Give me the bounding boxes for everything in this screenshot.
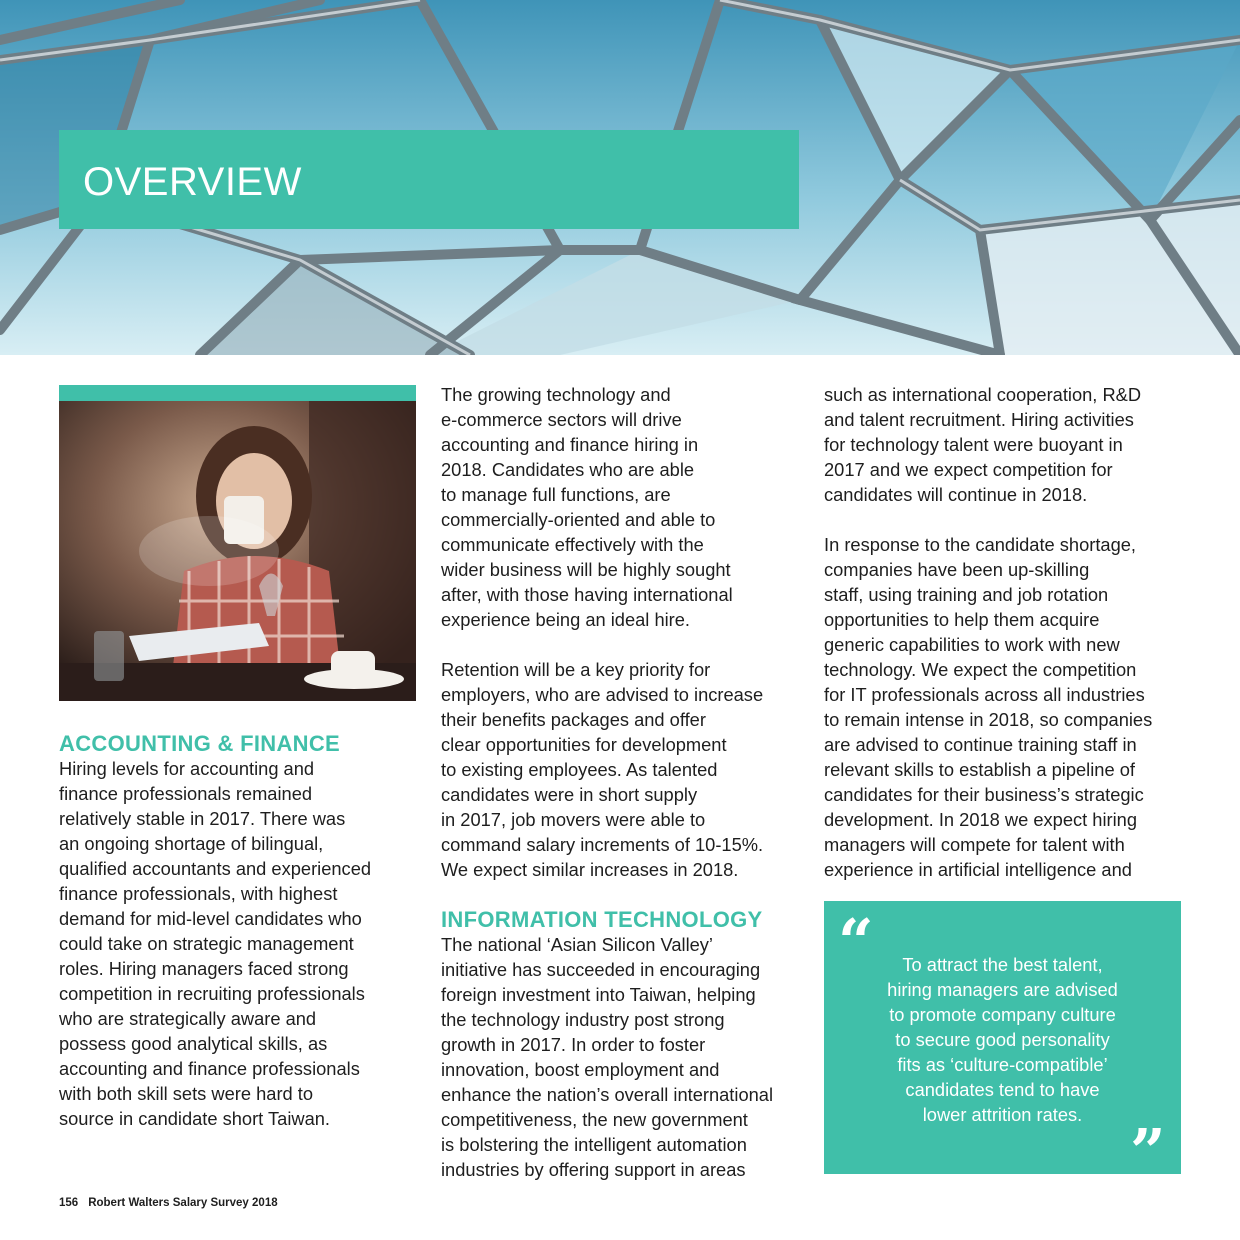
column-2 <box>441 382 773 1182</box>
text-line: the technology industry post strong <box>441 1009 725 1030</box>
text-line: wider business will be highly sought <box>441 559 731 580</box>
text-line: demand for mid-level candidates who <box>59 908 362 929</box>
open-quote-icon: “ <box>838 905 874 978</box>
publication-title: Robert Walters Salary Survey 2018 <box>88 1197 278 1209</box>
text-line: source in candidate short Taiwan. <box>59 1108 330 1129</box>
text-line: and talent recruitment. Hiring activities <box>824 409 1134 430</box>
text-line: experience in artificial intelligence and <box>824 859 1132 880</box>
text-line: candidates were in short supply <box>441 784 698 805</box>
page-footer <box>59 1197 278 1209</box>
cafe-photo <box>59 401 416 701</box>
close-quote-icon: ” <box>1130 1115 1166 1188</box>
text-line: commercially-oriented and able to <box>441 509 716 530</box>
text-line: finance professionals remained <box>59 783 313 804</box>
text-line: candidates will continue in 2018. <box>824 484 1088 505</box>
text-line: to existing employees. As talented <box>441 759 718 780</box>
text-line: The national ‘Asian Silicon Valley’ <box>441 934 713 955</box>
text-line: accounting and finance hiring in <box>441 434 699 455</box>
page-number: 156 <box>59 1197 79 1209</box>
quote-line: candidates tend to have <box>905 1079 1100 1100</box>
text-line: The growing technology and <box>441 384 671 405</box>
paragraph-candidate-shortage <box>824 532 1152 882</box>
text-line: experience being an ideal hire. <box>441 609 691 630</box>
text-line: technology. We expect the competition <box>824 659 1137 680</box>
text-line: roles. Hiring managers faced strong <box>59 958 349 979</box>
text-line: We expect similar increases in 2018. <box>441 859 739 880</box>
text-line: for technology talent were buoyant in <box>824 434 1123 455</box>
text-line: generic capabilities to work with new <box>824 634 1120 655</box>
text-line: an ongoing shortage of bilingual, <box>59 833 324 854</box>
text-line: who are strategically aware and <box>59 1008 317 1029</box>
section-heading-information-technology: INFORMATION TECHNOLOGY <box>441 907 763 932</box>
paragraph-finance-hiring <box>441 382 773 632</box>
text-line: Retention will be a key priority for <box>441 659 711 680</box>
text-line: for IT professionals across all industries <box>824 684 1145 705</box>
text-line: innovation, boost employment and <box>441 1059 720 1080</box>
photo-accent-strip <box>59 385 416 401</box>
quote-line: lower attrition rates. <box>922 1104 1083 1125</box>
quote-line: fits as ‘culture-compatible’ <box>897 1054 1108 1075</box>
text-line: growth in 2017. In order to foster <box>441 1034 706 1055</box>
text-line: competitiveness, the new government <box>441 1109 748 1130</box>
text-line: with both skill sets were hard to <box>59 1083 314 1104</box>
text-line: accounting and finance professionals <box>59 1058 360 1079</box>
text-line: after, with those having international <box>441 584 733 605</box>
text-line: qualified accountants and experienced <box>59 858 372 879</box>
text-line: competition in recruiting professionals <box>59 983 365 1004</box>
quote-line: hiring managers are advised <box>887 979 1118 1000</box>
text-line: possess good analytical skills, as <box>59 1033 328 1054</box>
text-line: foreign investment into Taiwan, helping <box>441 984 756 1005</box>
text-line: finance professionals, with highest <box>59 883 338 904</box>
text-line: Hiring levels for accounting and <box>59 758 315 779</box>
quote-line: To attract the best talent, <box>902 954 1103 975</box>
text-line: command salary increments of 10-15%. <box>441 834 764 855</box>
text-line: enhance the nation’s overall international <box>441 1084 774 1105</box>
text-line: 2017 and we expect competition for <box>824 459 1113 480</box>
column-1 <box>59 731 371 1131</box>
page-title: OVERVIEW <box>83 160 302 204</box>
text-line: employers, who are advised to increase <box>441 684 764 705</box>
quote-line: to secure good personality <box>895 1029 1110 1050</box>
pull-quote <box>824 901 1181 1188</box>
text-line: clear opportunities for development <box>441 734 727 755</box>
text-line: e-commerce sectors will drive <box>441 409 682 430</box>
text-line: development. In 2018 we expect hiring <box>824 809 1138 830</box>
text-line: communicate effectively with the <box>441 534 704 555</box>
text-line: industries by offering support in areas <box>441 1159 746 1180</box>
text-line: could take on strategic management <box>59 933 354 954</box>
text-line: is bolstering the intelligent automation <box>441 1134 747 1155</box>
text-line: to remain intense in 2018, so companies <box>824 709 1153 730</box>
text-line: such as international cooperation, R&D <box>824 384 1142 405</box>
text-line: In response to the candidate shortage, <box>824 534 1137 555</box>
column-3 <box>824 382 1152 882</box>
text-line: opportunities to help them acquire <box>824 609 1100 630</box>
pull-quote-text <box>824 952 1181 1127</box>
text-line: companies have been up-skilling <box>824 559 1090 580</box>
text-line: 2018. Candidates who are able <box>441 459 695 480</box>
text-line: their benefits packages and offer <box>441 709 706 730</box>
text-line: relatively stable in 2017. There was <box>59 808 346 829</box>
text-line: initiative has succeeded in encouraging <box>441 959 761 980</box>
paragraph-tech-hiring <box>824 382 1152 507</box>
accounting-finance-paragraph <box>59 756 371 1131</box>
section-heading-accounting-finance: ACCOUNTING & FINANCE <box>59 731 340 756</box>
title-band <box>59 130 799 229</box>
text-line: in 2017, job movers were able to <box>441 809 706 830</box>
text-line: are advised to continue training staff in <box>824 734 1137 755</box>
text-line: to manage full functions, are <box>441 484 671 505</box>
paragraph-asian-silicon-valley <box>441 932 773 1182</box>
text-line: relevant skills to establish a pipeline of <box>824 759 1135 780</box>
text-line: staff, using training and job rotation <box>824 584 1109 605</box>
quote-line: to promote company culture <box>889 1004 1116 1025</box>
paragraph-retention <box>441 657 773 882</box>
text-line: candidates for their business’s strategic <box>824 784 1144 805</box>
text-line: managers will compete for talent with <box>824 834 1125 855</box>
